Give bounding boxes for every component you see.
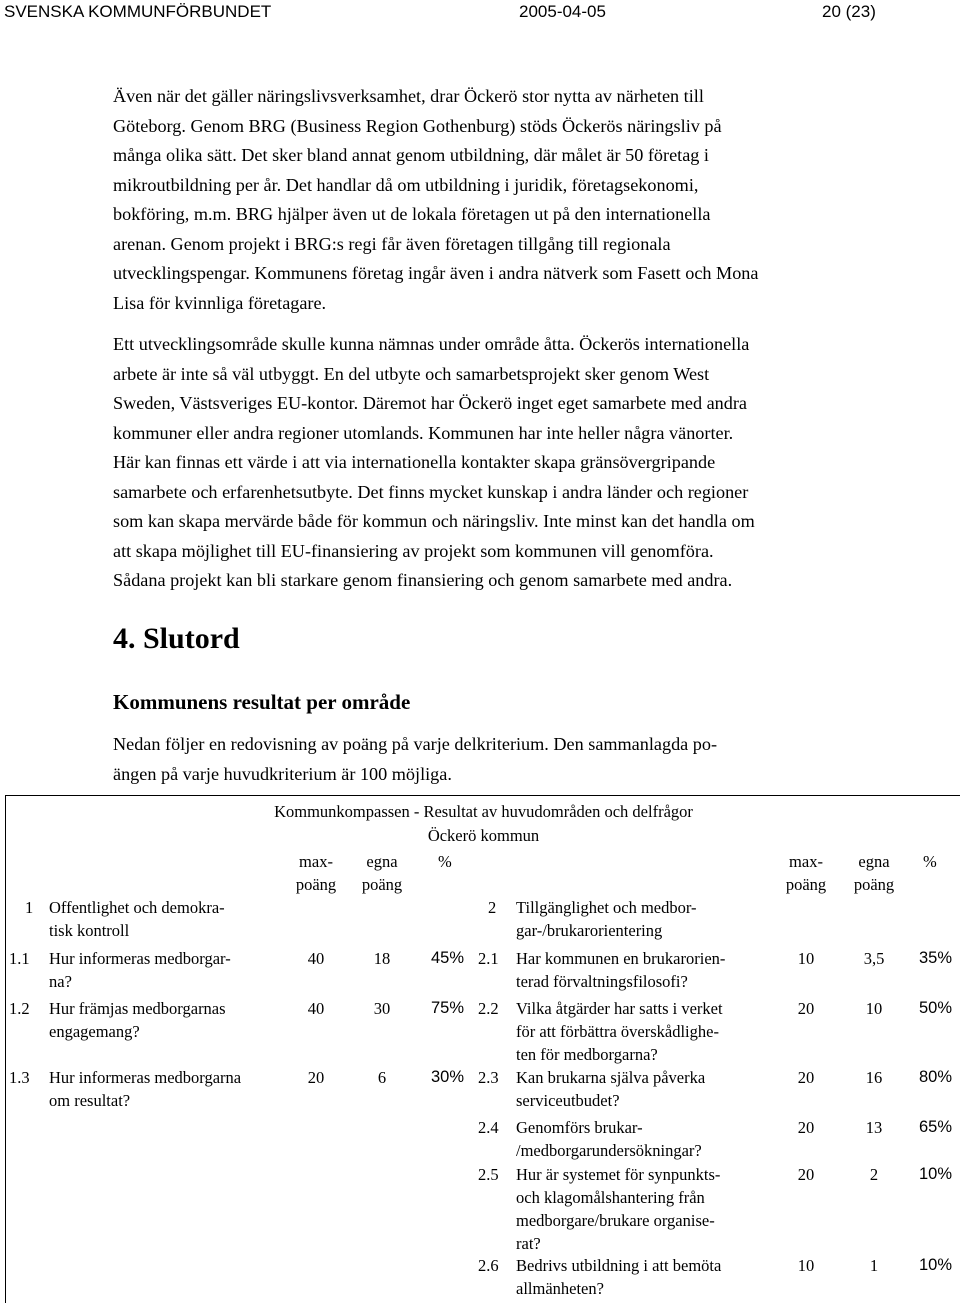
col-header-egna: egna poäng [361,852,403,894]
row-egna: 18 [373,949,391,968]
paragraph-line: Ett utvecklingsområde skulle kunna nämnas under område åtta. Öckerös internationella [113,334,750,354]
row-egna: 2 [869,1165,879,1184]
row-question: Vilka åtgärder har satts i verket för att förbättra överskådlighe- ten för medborgarna? [516,999,723,1064]
row-max: 20 [797,1118,815,1137]
row-max: 20 [797,999,815,1018]
section-1-heading: Offentlighet och demokra- tisk kontroll [49,898,225,940]
paragraph-line: mikroutbildning per år. Det handlar då om utbildning i juridik, företagsekonomi, [113,174,699,195]
paragraph-line: Sweden, Västsveriges EU-kontor. Däremot har Öckerö inget eget samarbete med andra [113,393,747,413]
paragraph-line: många olika sätt. Det sker bland annat genom utbildning, där målet är 50 företag i [113,145,709,165]
row-pct: 65% [918,1118,952,1136]
row-egna: 1 [869,1256,879,1275]
row-pct: 45% [430,949,464,967]
row-number: 2.5 [478,1165,499,1184]
row-pct: 10% [918,1256,952,1274]
row-max: 20 [307,1068,325,1087]
section-heading: 4. Slutord [113,622,240,655]
paragraph-line: som kan skapa mervärde både för kommun och näringsliv. Inte minst kan det handla om [113,511,755,531]
paragraph-line: samarbete och erfarenhetsutbyte. Det finns mycket kunskap i andra länder och regioner [113,481,749,502]
row-max: 20 [797,1165,815,1184]
header-page-number: 20 (23) [822,2,876,21]
col-header-max: max- poäng [295,852,337,894]
paragraph-line: utvecklingspengar. Kommunens företag ingår även i andra nätverk som Fasett och Mona [113,263,759,283]
row-number: 1.2 [9,999,30,1018]
paragraph-line: Här kan finnas ett värde i att via internationella kontakter skapa gränsövergripande [113,452,716,472]
paragraph-2 [113,330,853,596]
row-number: 2.6 [478,1256,499,1275]
row-max: 10 [797,949,815,968]
row-max: 10 [797,1256,815,1275]
paragraph-line: arenan. Genom projekt i BRG:s regi får även företagen tillgång till regionala [113,233,671,254]
paragraph-line: att skapa möjlighet till EU-finansiering av projekt som kommunen vill genomföra. [113,540,714,561]
row-question: Hur är systemet för synpunkts- och klagomålshantering från medborgare/brukare organise- rat? [516,1165,721,1253]
table-subtitle: Öckerö kommun [427,826,540,845]
row-max: 40 [307,949,325,968]
paragraph-line: kommuner eller andra regioner utomlands. Kommunen har inte heller några vänorter. [113,422,734,443]
row-egna: 16 [865,1068,883,1087]
row-pct: 10% [918,1165,952,1183]
table-title: Kommunkompassen - Resultat av huvudområden och delfrågor [274,802,693,821]
subheading: Kommunens resultat per område [113,690,411,714]
section-2-heading: Tillgänglighet och medbor- gar-/brukarorientering [516,898,697,940]
paragraph-line: Lisa för kvinnliga företagare. [113,292,327,313]
paragraph-line: Nedan följer en redovisning av poäng på varje delkriterium. Den sammanlagda po- [113,734,718,754]
paragraph-line: arbete är inte så väl utbyggt. En del utbyte och samarbetsprojekt sker genom West [113,363,710,384]
row-question: Hur informeras medborgarna om resultat? [49,1068,242,1110]
section-2-number: 2 [488,898,497,917]
page-header [0,0,960,30]
row-number: 1.1 [9,949,30,968]
paragraph-1 [113,82,853,318]
col-header-pct: % [923,852,937,871]
row-question: Hur informeras medborgar- na? [49,949,231,991]
row-egna: 3,5 [863,949,885,968]
row-number: 2.3 [478,1068,499,1087]
paragraph-line: ängen på varje huvudkriterium är 100 möjliga. [113,763,452,784]
paragraph-line: Även när det gäller näringslivsverksamhet, drar Öckerö stor nytta av närheten till [113,86,704,106]
row-egna: 13 [865,1118,883,1137]
row-question: Genomförs brukar- /medborgarundersökningar? [516,1118,702,1160]
row-egna: 6 [377,1068,387,1087]
row-question: Har kommunen en brukarorien- terad förvaltningsfilosofi? [516,949,726,991]
col-header-pct: % [438,852,452,871]
row-pct: 35% [918,949,952,967]
paragraph-line: Sådana projekt kan bli starkare genom finansiering och genom samarbete med andra. [113,570,733,590]
row-number: 2.1 [478,949,499,968]
row-question: Kan brukarna själva påverka serviceutbudet? [516,1068,706,1110]
paragraph-line: Göteborg. Genom BRG (Business Region Gothenburg) stöds Öckerös näringsliv på [113,115,722,136]
paragraph-line: bokföring, m.m. BRG hjälper även ut de lokala företagen ut på den internationella [113,204,711,224]
section-1-number: 1 [25,898,34,917]
row-number: 2.4 [478,1118,499,1137]
col-header-max: max- poäng [785,852,827,894]
row-number: 1.3 [9,1068,30,1087]
col-header-egna: egna poäng [853,852,895,894]
row-max: 20 [797,1068,815,1087]
row-pct: 75% [430,999,464,1017]
row-egna: 30 [373,999,391,1018]
header-org: SVENSKA KOMMUNFÖRBUNDET [4,2,272,21]
header-date: 2005-04-05 [519,2,606,21]
row-pct: 30% [430,1068,464,1086]
row-number: 2.2 [478,999,499,1018]
row-pct: 80% [918,1068,952,1086]
results-table [5,795,960,1303]
row-question: Hur främjas medborgarnas engagemang? [49,999,226,1041]
row-pct: 50% [918,999,952,1017]
row-egna: 10 [865,999,883,1018]
row-question: Bedrivs utbildning i att bemöta allmänheten? [516,1256,722,1298]
intro-paragraph [113,730,853,789]
row-max: 40 [307,999,325,1018]
